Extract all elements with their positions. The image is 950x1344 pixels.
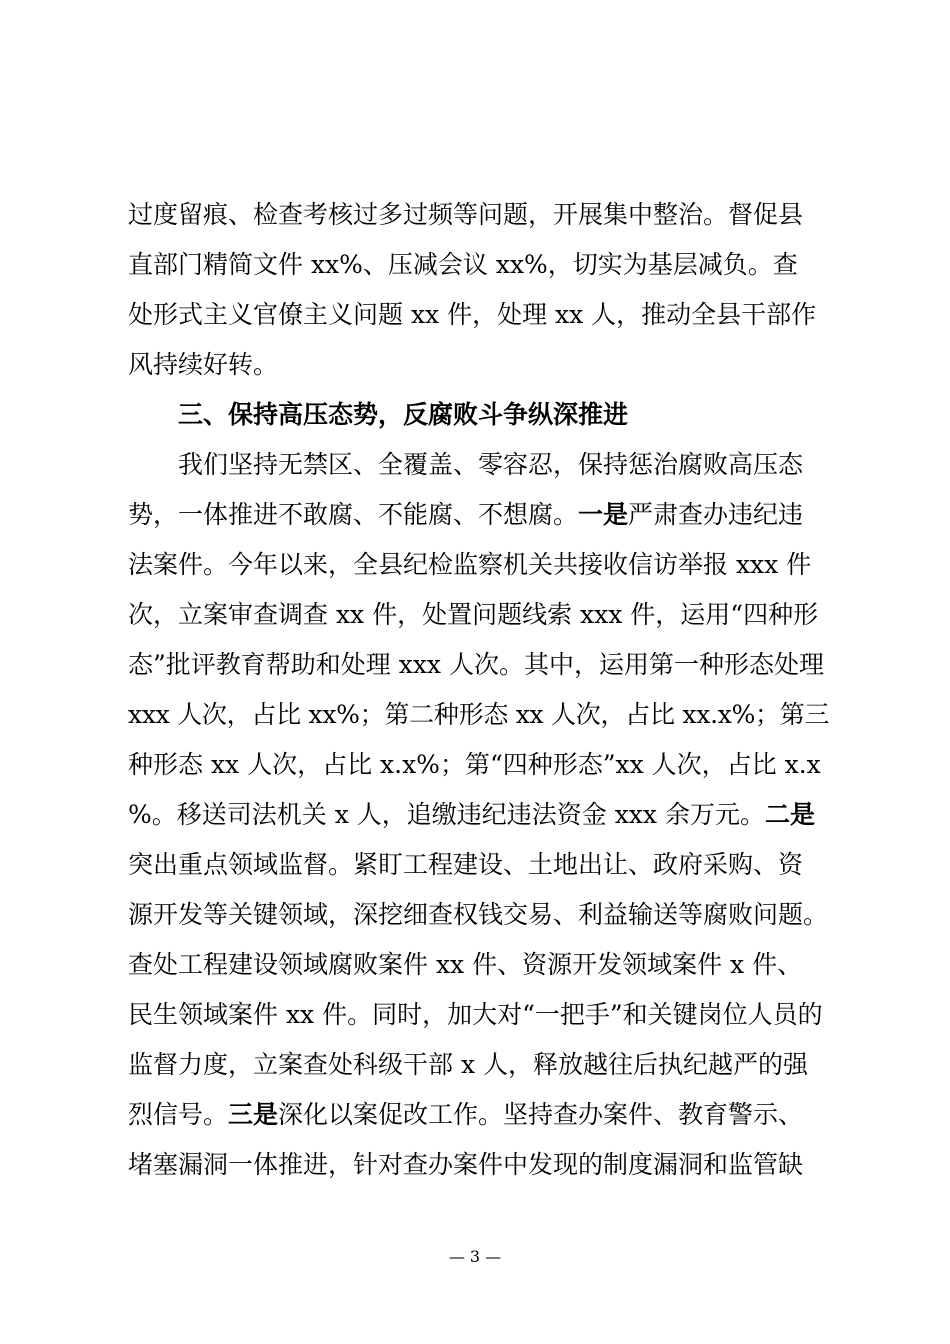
text-line-10 — [128, 640, 828, 690]
text-line-12 — [128, 740, 828, 790]
text-line-18 — [128, 1040, 828, 1090]
text-segment: 次，立案审查调查 xx 件，处置问题线索 xxx 件，运用“四种形 — [128, 600, 819, 629]
text-segment: 态”批评教育帮助和处理 xxx 人次。其中，运用第一种形态处理 — [128, 650, 824, 679]
text-segment: 过度留痕、检查考核过多过频等问题，开展集中整治。督促县 — [128, 200, 804, 229]
text-segment: 突出重点领域监督。紧盯工程建设、土地出让、政府采购、资 — [128, 850, 804, 879]
text-segment: 源开发等关键领域，深挖细查权钱交易、利益输送等腐败问题。 — [128, 900, 829, 929]
text-line-8 — [128, 540, 828, 590]
text-segment: 深化以案促改工作。坚持查办案件、教育警示、 — [278, 1100, 804, 1129]
text-segment: 烈信号。 — [128, 1100, 229, 1129]
text-line-20 — [128, 1140, 828, 1190]
text-line-14 — [128, 840, 828, 890]
text-line-7 — [128, 490, 828, 540]
text-segment: 民生领域案件 xx 件。同时，加大对“一把手”和关键岗位人员的 — [128, 1000, 823, 1029]
text-segment: 风持续好转。 — [128, 350, 279, 379]
text-segment: 势，一体推进不敢腐、不能腐、不想腐。 — [128, 500, 579, 529]
text-line-13 — [128, 790, 828, 840]
text-segment: 严肃查办违纪违 — [628, 500, 804, 529]
text-line-4 — [128, 340, 828, 390]
text-line-9 — [128, 590, 828, 640]
text-segment: 我们坚持无禁区、全覆盖、零容忍，保持惩治腐败高压态 — [178, 450, 804, 479]
text-segment: 堵塞漏洞一体推进，针对查办案件中发现的制度漏洞和监管缺 — [128, 1150, 804, 1179]
text-segment: 直部门精简文件 xx%、压减会议 xx%，切实为基层减负。查 — [128, 250, 798, 279]
text-line-19 — [128, 1090, 828, 1140]
text-segment: %。移送司法机关 x 人，追缴违纪违法资金 xxx 余万元。 — [128, 800, 765, 829]
text-line-2 — [128, 240, 828, 290]
section-heading-text: 三、保持高压态势，反腐败斗争纵深推进 — [178, 400, 629, 429]
text-segment: 处形式主义官僚主义问题 xx 件，处理 xx 人，推动全县干部作 — [128, 300, 817, 329]
text-segment: xxx 人次，占比 xx%；第二种形态 xx 人次，占比 xx.x%；第三 — [128, 700, 830, 729]
text-segment: 监督力度，立案查处科级干部 x 人，释放越往后执纪越严的强 — [128, 1050, 808, 1079]
bold-keyword: 三是 — [228, 1100, 279, 1129]
text-segment: 查处工程建设领域腐败案件 xx 件、资源开发领域案件 x 件、 — [128, 950, 803, 979]
text-line-3 — [128, 290, 828, 340]
text-line-15 — [128, 890, 828, 940]
text-line-17 — [128, 990, 828, 1040]
text-line-11 — [128, 690, 828, 740]
bold-keyword: 一是 — [578, 500, 629, 529]
text-segment: 种形态 xx 人次，占比 x.x%；第“四种形态”xx 人次，占比 x.x — [128, 750, 821, 779]
text-line-6 — [178, 440, 828, 490]
text-segment: 法案件。今年以来，全县纪检监察机关共接收信访举报 xxx 件 — [128, 550, 812, 579]
bold-keyword: 二是 — [764, 800, 815, 829]
text-line-16 — [128, 940, 828, 990]
page-number: — 3 — — [448, 1247, 502, 1266]
section-heading — [178, 390, 828, 440]
text-line-1 — [128, 190, 828, 240]
